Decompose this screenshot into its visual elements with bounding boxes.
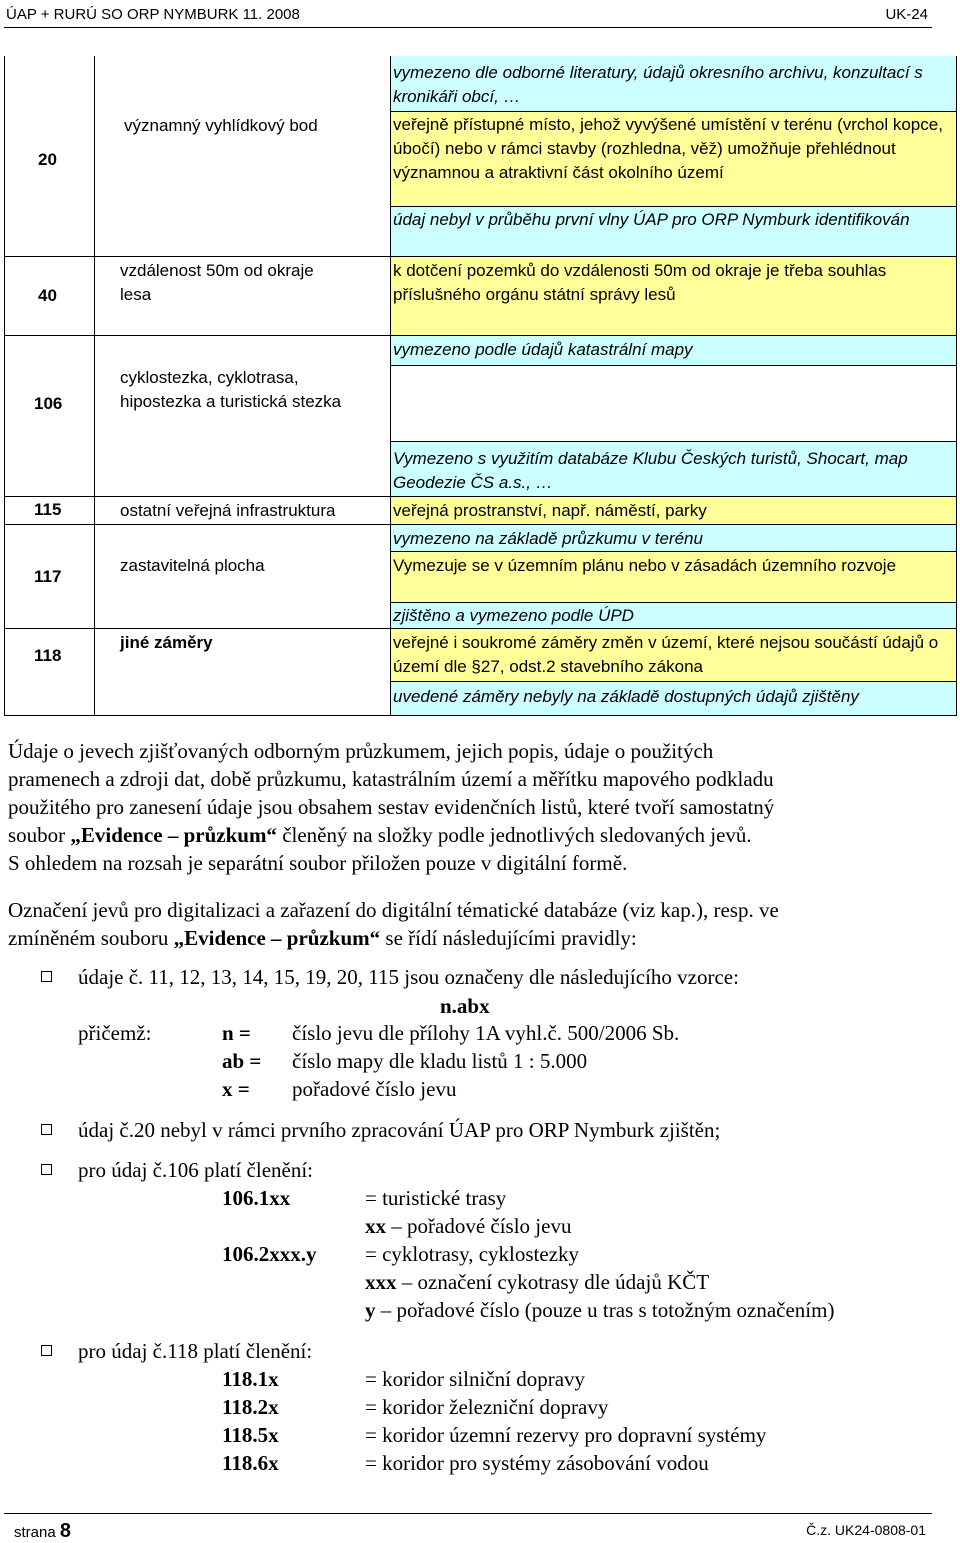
checkbox-bullet-icon	[41, 1164, 52, 1175]
row106-name-line2: hipostezka a turistická stezka	[120, 392, 342, 411]
footer-page	[14, 1520, 71, 1543]
b4-key-118-2: 118.2x	[222, 1395, 279, 1419]
row20-description: veřejně přístupné místo, jehož vyvýšené umístění v terénu (vrchol kopce, úbočí) nebo v rámci stavby (rozhledna, věž) umožňuje přehlédnout významnou a atraktivní část okolního území	[393, 115, 943, 182]
row106-source: vymezeno podle údajů katastrální mapy	[393, 340, 693, 359]
b3-val-106-1: = turistické trasy	[365, 1186, 507, 1210]
b3-key-106-1: 106.1xx	[222, 1186, 291, 1210]
b4-key-118-1: 118.1x	[222, 1367, 279, 1391]
paragraph-evidence	[8, 737, 928, 877]
row20-number: 20	[38, 150, 57, 169]
p1-line5: S ohledem na rozsah je separátní soubor přiložen pouze v digitální formě.	[8, 851, 628, 875]
row117-number: 117	[34, 567, 62, 586]
bullet4-text: pro údaj č.118 platí členění:	[78, 1339, 313, 1363]
p2-line2-c: se řídí následujícími pravidly:	[380, 926, 637, 950]
row40-description: k dotčení pozemků do vzdálenosti 50m od okraje je třeba souhlas příslušného orgánu státní správy lesů	[393, 261, 887, 304]
bullet1-val-x: pořadové číslo jevu	[292, 1077, 457, 1101]
p2-evidence-bold: „Evidence – průzkum“	[173, 926, 381, 950]
bullet3-text: pro údaj č.106 platí členění:	[78, 1158, 314, 1182]
b3-sub-y	[365, 1296, 834, 1324]
p1-line4	[8, 821, 928, 849]
row117-name: zastavitelná plocha	[120, 556, 265, 575]
p1-line4-a: soubor	[8, 823, 71, 847]
row115-source: vymezeno na základě průzkumu v terénu	[393, 529, 703, 548]
row20-note: údaj nebyl v průběhu první vlny ÚAP pro ORP Nymburk identifikován	[393, 210, 910, 229]
checkbox-bullet-icon	[41, 1345, 52, 1356]
row106-number: 106	[34, 394, 63, 413]
paragraph-rules	[8, 896, 928, 952]
footer-document-code: Č.z. UK24-0808-01	[806, 1522, 926, 1538]
phenomena-table	[4, 56, 957, 716]
checkbox-bullet-icon	[41, 971, 52, 982]
b4-val-118-1: = koridor silniční dopravy	[365, 1367, 586, 1391]
header-title: ÚAP + RURÚ SO ORP NYMBURK 11. 2008	[6, 6, 300, 23]
b4-key-118-6: 118.6x	[222, 1451, 279, 1475]
header-code: UK-24	[885, 6, 928, 23]
bullet1-key-ab: ab =	[222, 1049, 262, 1073]
b3-sub-xxx-key: xxx	[365, 1270, 397, 1294]
p1-evidence-bold: „Evidence – průzkum“	[70, 823, 277, 847]
p2-line2	[8, 924, 928, 952]
footer-page-number: 8	[59, 1520, 71, 1542]
bullet1-val-ab: číslo mapy dle kladu listů 1 : 5.000	[292, 1049, 588, 1073]
bullet1-formula: n.abx	[440, 994, 490, 1018]
bullet1-text: údaje č. 11, 12, 13, 14, 15, 19, 20, 115 jsou označeny dle následujícího vzorce:	[78, 965, 739, 989]
p1-line4-c: členěný na složky podle jednotlivých sledovaných jevů.	[276, 823, 752, 847]
b3-sub-xx-val: – pořadové číslo jevu	[386, 1214, 572, 1238]
row106-name-line1: cyklostezka, cyklotrasa,	[120, 368, 299, 387]
p1-line1: Údaje o jevech zjišťovaných odborným průzkumem, jejich popis, údaje o použitých	[8, 739, 714, 763]
bullet1-key-n: n =	[222, 1021, 251, 1045]
b4-val-118-2: = koridor železniční dopravy	[365, 1395, 609, 1419]
p1-line3: použitého pro zanesení údaje jsou obsahem sestav evidenčních listů, které tvoří samostatný	[8, 795, 775, 819]
row117-description: Vymezuje se v územním plánu nebo v zásadách územního rozvoje	[393, 556, 897, 575]
bullet1-key-x: x =	[222, 1077, 250, 1101]
row115-number: 115	[34, 500, 62, 519]
b3-key-106-2: 106.2xxx.y	[222, 1242, 317, 1266]
row118-number: 118	[34, 646, 62, 665]
row106-note: Vymezeno s využitím databáze Klubu Českých turistů, Shocart, map Geodezie ČS a.s., …	[393, 449, 908, 492]
row40-number: 40	[38, 286, 57, 305]
p2-line2-a: zmíněném souboru	[8, 926, 174, 950]
row40-name-line2: lesa	[120, 285, 152, 304]
b4-val-118-6: = koridor pro systémy zásobování vodou	[365, 1451, 709, 1475]
b3-sub-y-key: y	[365, 1298, 376, 1322]
row115-name: ostatní veřejná infrastruktura	[120, 501, 336, 520]
row118-description: veřejné i soukromé záměry změn v území, které nejsou součástí údajů o území dle §27, odst.2 stavebního zákona	[393, 633, 939, 676]
footer-page-label: strana	[14, 1524, 56, 1541]
b4-val-118-5: = koridor územní rezervy pro dopravní systémy	[365, 1423, 767, 1447]
b3-sub-y-val: – pořadové číslo (pouze u tras s totožným označením)	[375, 1298, 835, 1322]
b3-sub-xx-key: xx	[365, 1214, 386, 1238]
row115-description: veřejná prostranství, např. náměstí, parky	[393, 501, 707, 520]
b4-key-118-5: 118.5x	[222, 1423, 279, 1447]
b3-sub-xx	[365, 1212, 571, 1240]
row40-name-line1: vzdálenost 50m od okraje	[120, 261, 314, 280]
p2-line1: Označení jevů pro digitalizaci a zařazení do digitální tématické databáze (viz kap.), resp. ve	[8, 898, 779, 922]
row118-name: jiné záměry	[120, 633, 213, 652]
p1-line2: pramenech a zdroji dat, době průzkumu, katastrálním území a měřítku mapového podkladu	[8, 767, 774, 791]
bullet2-text: údaj č.20 nebyl v rámci prvního zpracování ÚAP pro ORP Nymburk zjištěn;	[78, 1118, 721, 1142]
row20-name: významný vyhlídkový bod	[124, 116, 318, 135]
page-header	[4, 3, 932, 28]
bullet1-val-n: číslo jevu dle přílohy 1A vyhl.č. 500/2006 Sb.	[292, 1021, 680, 1045]
row20-source: vymezeno dle odborné literatury, údajů okresního archivu, konzultací s kronikáři obcí, …	[393, 63, 923, 106]
row118-note: uvedené záměry nebyly na základě dostupných údajů zjištěny	[393, 687, 859, 706]
b3-val-106-2: = cyklotrasy, cyklostezky	[365, 1242, 580, 1266]
checkbox-bullet-icon	[41, 1124, 52, 1135]
b3-sub-xxx-val: – označení cykotrasy dle údajů KČT	[396, 1270, 710, 1294]
page-footer	[4, 1513, 932, 1540]
b3-sub-xxx	[365, 1268, 709, 1296]
row117-source: zjištěno a vymezeno podle ÚPD	[393, 606, 634, 625]
bullet1-pricemz: přičemž:	[78, 1021, 152, 1045]
